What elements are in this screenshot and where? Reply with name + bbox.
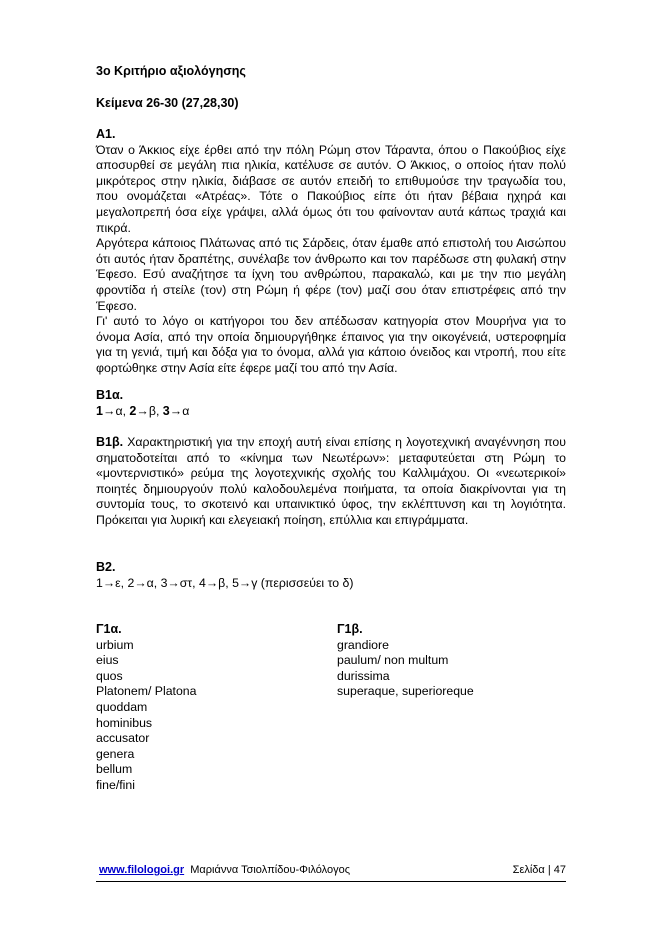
section-a1 bbox=[96, 127, 566, 377]
page-footer bbox=[99, 864, 566, 880]
list-item: accusator bbox=[96, 731, 150, 746]
footer-page-number: Σελίδα | 47 bbox=[512, 864, 566, 876]
page-title: 3ο Κριτήριο αξιολόγησης bbox=[96, 64, 246, 78]
list-item: genera bbox=[96, 746, 135, 761]
a1-paragraph-1: Όταν ο Άκκιος είχε έρθει από την πόλη Ρώμη στον Τάραντα, όπου ο Πακούβιος είχε αποσυρθεί σε μεγάλη πια ηλικία, κατέλυσε σε αυτόν. Ο Άκκιος, ο οποίος ήταν πολύ μικρότερος στην ηλικία, διάβασε σε αυτόν επειδή το επιθυμούσε την τραγωδία του, που ονομάζεται «Ατρέας». Τότε ο Πακούβιος είπε ότι ήταν βέβαια ηχηρά και μεγαλοπρεπή όσα είχε γράψει, αλλά όμως ότι του φαίνονταν αυτά κάπως τραχιά και πικρά. bbox=[96, 142, 566, 235]
arrow-icon: → bbox=[169, 403, 183, 418]
arrow-icon: → bbox=[102, 403, 116, 418]
list-item: paulum/ non multum bbox=[337, 653, 449, 668]
section-g1a bbox=[96, 622, 296, 794]
b2-note: (περισσεύει το δ) bbox=[260, 575, 354, 590]
list-item: superaque, superioreque bbox=[337, 684, 474, 699]
list-item: Platonem/ Platona bbox=[96, 684, 197, 699]
footer-website-link[interactable]: www.filologoi.gr bbox=[99, 864, 185, 876]
list-item: hominibus bbox=[96, 715, 153, 730]
section-b2-heading: Β2. bbox=[96, 560, 116, 574]
arrow-icon: → bbox=[134, 575, 147, 590]
arrow-icon: → bbox=[136, 403, 149, 418]
section-b1a bbox=[96, 388, 189, 419]
arrow-icon: → bbox=[238, 575, 252, 590]
footer-author: Μαριάννα Τσιολπίδου-Φιλόλογος bbox=[190, 864, 351, 876]
list-item: grandiore bbox=[337, 637, 389, 652]
list-item: bellum bbox=[96, 762, 133, 777]
section-b2 bbox=[96, 560, 353, 591]
section-g1a-heading: Γ1α. bbox=[96, 622, 122, 636]
footer-divider bbox=[96, 881, 566, 882]
b1b-text-1: Χαρακτηριστική για την εποχή αυτή είναι επίσης η λογοτεχνική αναγέννηση που σηματοδοτείται από το «κίνημα των Νεωτέρων»: μεταφυτεύεται στη Ρώμη το «μοντερνιστικό» ρεύμα της λογοτεχνικής σχολής του Καλλιμάχου. bbox=[96, 435, 566, 481]
list-item: eius bbox=[96, 653, 119, 668]
list-item: urbium bbox=[96, 637, 134, 652]
page-subtitle: Κείμενα 26-30 (27,28,30) bbox=[96, 96, 239, 110]
b2-answers: 1→ε, 2→α, 3→στ, 4→β, 5→γ (περισσεύει το δ) bbox=[96, 575, 354, 590]
list-item: durissima bbox=[337, 668, 390, 683]
b1a-answer-2: 2→ bbox=[129, 403, 149, 418]
arrow-icon: → bbox=[102, 575, 116, 590]
arrow-icon: → bbox=[167, 575, 180, 590]
b1a-answers: 1→α, 2→β, 3→α bbox=[96, 403, 190, 418]
b1b-paragraph bbox=[96, 435, 566, 529]
a1-paragraph-3: Γι' αυτό το λόγο οι κατήγοροι του δεν απέδωσαν κατηγορία στον Μουρήνα για το όνομα Ασία, από την οποία δημιουργήθηκε έπαινος για την οικογένειά, υστεροφημία για τη γενιά, τιμή και δόξα για το όνομα, αλλά για κάποιο όνειδος και ντροπή, που είτε φορτώθηκε στην Ασία είτε έφερε μαζί του από την Ασία. bbox=[96, 314, 566, 375]
section-g1b bbox=[337, 622, 567, 700]
arrow-icon: → bbox=[205, 575, 219, 590]
a1-paragraph-2: Αργότερα κάποιος Πλάτωνας από τις Σάρδεις, όταν έμαθε από επιστολή του Αισώπου ότι αυτός ήταν δραπέτης, συνέλαβε τον άνθρωπο και τον παρέδωσε στη φυλακή στην Έφεσο. Εσύ αναζήτησε τα ίχνη του ανθρώπου, παρακαλώ, και με την πιο μεγάλη φροντίδα ή στείλε (τον) στη Ρώμη ή φέρε (τον) μαζί σου όταν επιστρέφεις από την Έφεσο. bbox=[96, 236, 566, 313]
section-g1b-heading: Γ1β. bbox=[337, 622, 363, 636]
b1a-answer-3: 3→ bbox=[162, 403, 183, 418]
list-item: fine/fini bbox=[96, 777, 135, 792]
list-item: quos bbox=[96, 668, 123, 683]
section-b1b bbox=[96, 435, 566, 529]
section-b1b-heading: Β1β. bbox=[96, 435, 124, 449]
b1a-answer-1: 1→ bbox=[96, 403, 116, 418]
section-b1a-heading: Β1α. bbox=[96, 388, 124, 402]
b1b-text-2: Οι «νεωτερικοί» ποιητές δημιουργούν πολύ καλοδουλεμένα ποιήματα, τα οποία διακρίνονται για τη συντομία τους, το σκοτεινό και υπαινικτικό ύφος, την εκλέπτυνση και τη λογιότητα. Πρόκειται για λυρική και ελεγειακή ποίηση, επύλλια και επιγράμματα. bbox=[96, 466, 566, 527]
section-a1-heading: Α1. bbox=[96, 127, 116, 141]
list-item: quoddam bbox=[96, 699, 148, 714]
